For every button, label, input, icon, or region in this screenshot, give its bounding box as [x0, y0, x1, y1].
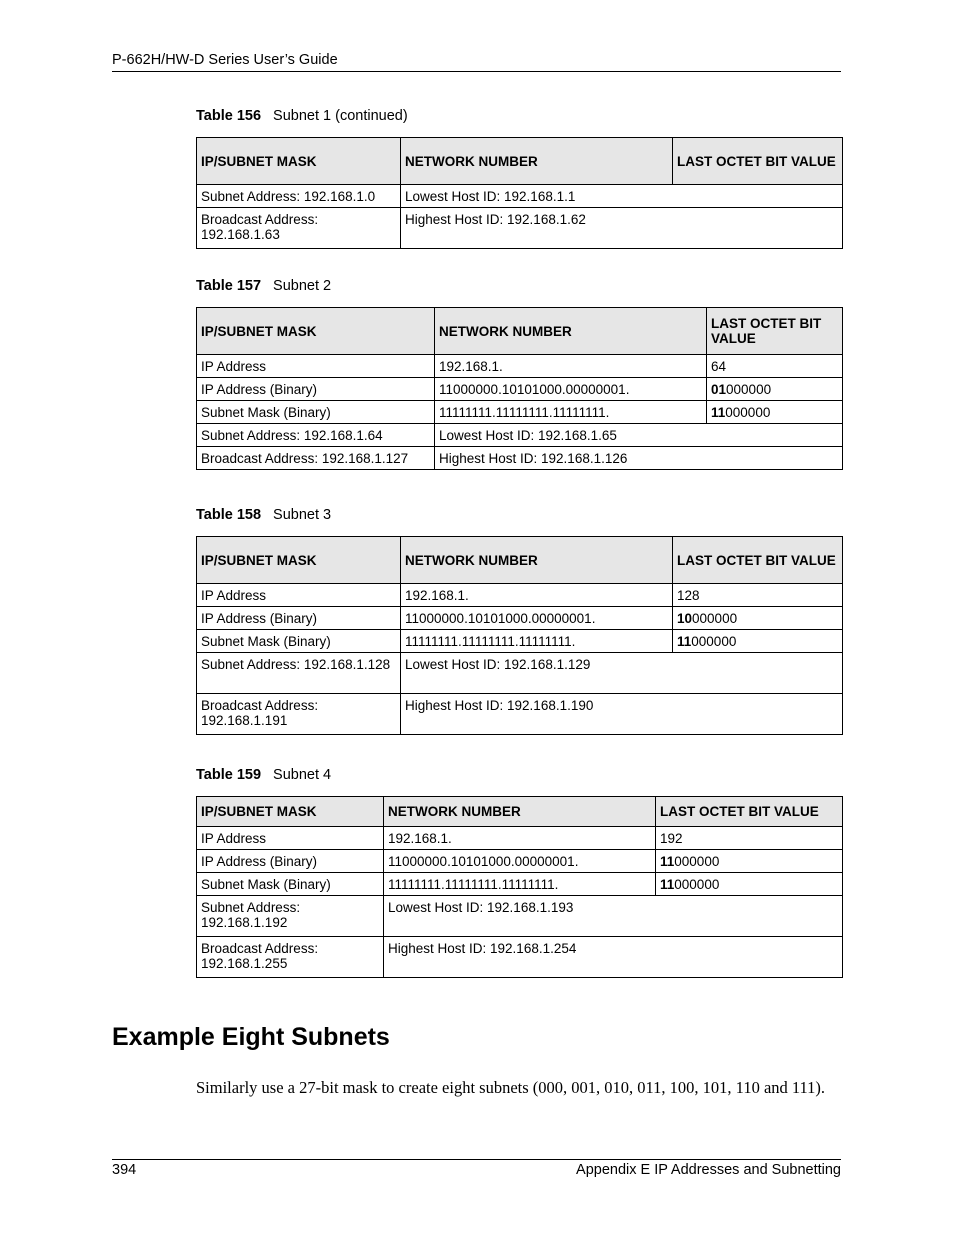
table-title: Subnet 2 [273, 278, 332, 294]
table-cell: Broadcast Address: 192.168.1.255 [197, 937, 384, 978]
table-156 [196, 137, 843, 249]
significant-bits: 10 [677, 611, 693, 626]
table-cell [707, 401, 843, 424]
page-number: 394 [112, 1162, 137, 1178]
table-cell: Broadcast Address: 192.168.1.63 [197, 208, 401, 249]
table-cell: Broadcast Address: 192.168.1.191 [197, 694, 401, 735]
table-row [197, 694, 843, 735]
table-cell: IP Address (Binary) [197, 378, 435, 401]
table-cell: Subnet Mask (Binary) [197, 873, 384, 896]
table-cell: Highest Host ID: 192.168.1.126 [435, 447, 843, 470]
column-header: IP/SUBNET MASK [197, 138, 401, 185]
table-title: Subnet 4 [273, 767, 332, 783]
table-header-row [197, 308, 843, 355]
table-row [197, 607, 843, 630]
table-cell: 11111111.11111111.11111111. [401, 630, 673, 653]
table-cell: Subnet Address: 192.168.1.64 [197, 424, 435, 447]
table-cell: 64 [707, 355, 843, 378]
table-row [197, 896, 843, 937]
table-title: Subnet 3 [273, 507, 332, 523]
table-cell: Subnet Mask (Binary) [197, 630, 401, 653]
table-cell: Lowest Host ID: 192.168.1.129 [401, 653, 843, 694]
table-cell: Lowest Host ID: 192.168.1.65 [435, 424, 843, 447]
table-row [197, 378, 843, 401]
column-header: NETWORK NUMBER [384, 797, 656, 827]
table-cell: 11000000.10101000.00000001. [401, 607, 673, 630]
significant-bits: 01 [711, 382, 727, 397]
column-header: IP/SUBNET MASK [197, 797, 384, 827]
header-rule [112, 71, 841, 72]
significant-bits: 11 [660, 854, 675, 869]
table-cell: Subnet Address: 192.168.1.128 [197, 653, 401, 694]
table-158 [196, 536, 843, 735]
footer-chapter: Appendix E IP Addresses and Subnetting [576, 1162, 841, 1178]
table-label: Table 156 [196, 108, 262, 124]
table-cell: 192 [656, 827, 843, 850]
table-cell: 11111111.11111111.11111111. [435, 401, 707, 424]
table-159 [196, 796, 843, 978]
table-header-row [197, 797, 843, 827]
table-cell: Highest Host ID: 192.168.1.190 [401, 694, 843, 735]
footer-rule [112, 1159, 841, 1160]
table-cell: IP Address (Binary) [197, 607, 401, 630]
table-cell: 11111111.11111111.11111111. [384, 873, 656, 896]
column-header: NETWORK NUMBER [401, 138, 673, 185]
table-caption-157 [196, 278, 331, 294]
remaining-bits: 000000 [674, 877, 720, 892]
table-title: Subnet 1 (continued) [273, 108, 408, 124]
running-header: P-662H/HW-D Series User’s Guide [112, 52, 338, 68]
table-row [197, 584, 843, 607]
table-cell: 128 [673, 584, 843, 607]
table-row [197, 850, 843, 873]
table-157 [196, 307, 843, 470]
table-cell: IP Address (Binary) [197, 850, 384, 873]
table-cell [673, 607, 843, 630]
table-caption-159 [196, 767, 331, 783]
significant-bits: 11 [677, 634, 692, 649]
column-header: IP/SUBNET MASK [197, 537, 401, 584]
column-header: LAST OCTET BIT VALUE [707, 308, 843, 355]
table-cell: Subnet Address: 192.168.1.0 [197, 185, 401, 208]
table-label: Table 157 [196, 278, 262, 294]
table-row [197, 355, 843, 378]
table-cell [656, 873, 843, 896]
column-header: LAST OCTET BIT VALUE [673, 138, 843, 185]
table-cell: Subnet Mask (Binary) [197, 401, 435, 424]
table-row [197, 653, 843, 694]
table-cell: 192.168.1. [384, 827, 656, 850]
remaining-bits: 000000 [725, 405, 771, 420]
table-cell: IP Address [197, 584, 401, 607]
table-cell [707, 378, 843, 401]
table-caption-158 [196, 507, 331, 523]
table-caption-156 [196, 108, 408, 124]
table-cell [656, 850, 843, 873]
table-cell: Lowest Host ID: 192.168.1.1 [401, 185, 843, 208]
table-cell: Subnet Address: 192.168.1.192 [197, 896, 384, 937]
table-label: Table 159 [196, 767, 262, 783]
table-cell: Highest Host ID: 192.168.1.62 [401, 208, 843, 249]
table-cell: 192.168.1. [435, 355, 707, 378]
remaining-bits: 000000 [691, 634, 737, 649]
table-cell: IP Address [197, 355, 435, 378]
table-cell: IP Address [197, 827, 384, 850]
table-cell: Highest Host ID: 192.168.1.254 [384, 937, 843, 978]
table-cell: 11000000.10101000.00000001. [384, 850, 656, 873]
table-cell: Broadcast Address: 192.168.1.127 [197, 447, 435, 470]
table-row [197, 208, 843, 249]
table-header-row [197, 537, 843, 584]
table-cell [673, 630, 843, 653]
significant-bits: 11 [660, 877, 675, 892]
table-label: Table 158 [196, 507, 262, 523]
table-row [197, 424, 843, 447]
table-row [197, 447, 843, 470]
table-row [197, 937, 843, 978]
table-row [197, 185, 843, 208]
column-header: LAST OCTET BIT VALUE [656, 797, 843, 827]
table-cell: Lowest Host ID: 192.168.1.193 [384, 896, 843, 937]
section-title: Example Eight Subnets [112, 1023, 390, 1051]
significant-bits: 11 [711, 405, 726, 420]
table-header-row [197, 138, 843, 185]
table-row [197, 630, 843, 653]
table-cell: 11000000.10101000.00000001. [435, 378, 707, 401]
column-header: NETWORK NUMBER [401, 537, 673, 584]
remaining-bits: 000000 [692, 611, 738, 626]
table-cell: 192.168.1. [401, 584, 673, 607]
table-row [197, 873, 843, 896]
table-row [197, 827, 843, 850]
column-header: IP/SUBNET MASK [197, 308, 435, 355]
table-row [197, 401, 843, 424]
remaining-bits: 000000 [674, 854, 720, 869]
column-header: NETWORK NUMBER [435, 308, 707, 355]
remaining-bits: 000000 [726, 382, 772, 397]
body-paragraph: Similarly use a 27-bit mask to create eight subnets (000, 001, 010, 011, 100, 101, 110 and 111). [196, 1078, 826, 1097]
column-header: LAST OCTET BIT VALUE [673, 537, 843, 584]
